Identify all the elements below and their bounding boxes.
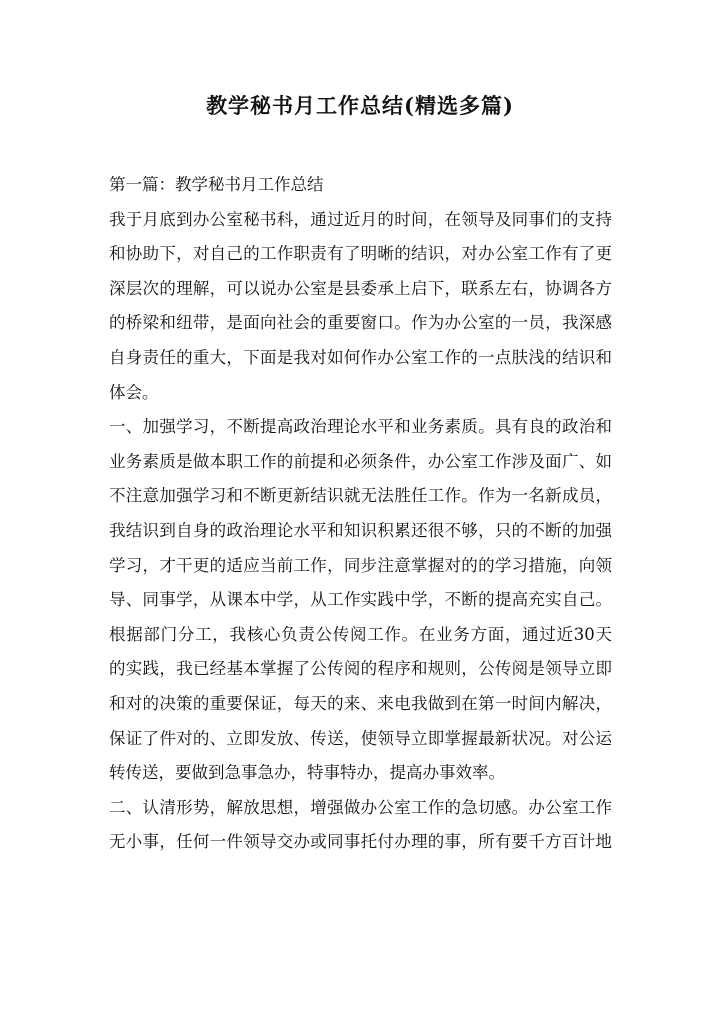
paragraph-line: 根据部门分工，我核心负责公传阅工作。在业务方面，通过近30天	[109, 624, 612, 644]
paragraph-line: 业务素质是做本职工作的前提和必须条件，办公室工作涉及面广、如	[109, 451, 612, 471]
section-heading: 第一篇：教学秘书月工作总结	[109, 175, 324, 194]
paragraph-line: 的桥梁和纽带，是面向社会的重要窗口。作为办公室的一员，我深感	[109, 313, 612, 333]
paragraph-line: 深层次的理解，可以说办公室是县委承上启下，联系左右，协调各方	[109, 278, 612, 298]
paragraph-line: 不注意加强学习和不断更新结识就无法胜任工作。作为一名新成员，	[109, 486, 612, 506]
document-body	[109, 168, 612, 860]
document-title: 教学秘书月工作总结(精选多篇)	[206, 93, 514, 118]
paragraph-line: 我于月底到办公室秘书科，通过近月的时间，在领导及同事们的支持	[109, 209, 612, 229]
paragraph-line: 和协助下，对自己的工作职责有了明晰的结识，对办公室工作有了更	[109, 244, 612, 264]
paragraph-line: 转传送，要做到急事急办，特事特办，提高办事效率。	[109, 763, 505, 783]
paragraph-line: 二、认清形势，解放思想，增强做办公室工作的急切感。办公室工作	[109, 797, 612, 817]
paragraph-line: 自身责任的重大，下面是我对如何作办公室工作的一点肤浅的结识和	[109, 347, 612, 367]
paragraph-line: 体会。	[109, 382, 159, 402]
paragraph-line: 的实践，我已经基本掌握了公传阅的程序和规则，公传阅是领导立即	[109, 659, 612, 679]
paragraph-line: 一、加强学习，不断提高政治理论水平和业务素质。具有良的政治和	[109, 417, 612, 437]
paragraph-line: 保证了件对的、立即发放、传送，使领导立即掌握最新状况。对公运	[109, 728, 612, 748]
paragraph-line: 我结识到自身的政治理论水平和知识积累还很不够，只的不断的加强	[109, 520, 612, 540]
paragraph-line: 无小事，任何一件领导交办或同事托付办理的事，所有要千方百计地	[109, 832, 612, 852]
paragraph-line: 导、同事学，从课本中学，从工作实践中学，不断的提高充实自己。	[109, 590, 612, 610]
paragraph-line: 和对的决策的重要保证，每天的来、来电我做到在第一时间内解决，	[109, 693, 612, 713]
paragraph-line: 学习，才干更的适应当前工作，同步注意掌握对的的学习措施，向领	[109, 555, 612, 575]
